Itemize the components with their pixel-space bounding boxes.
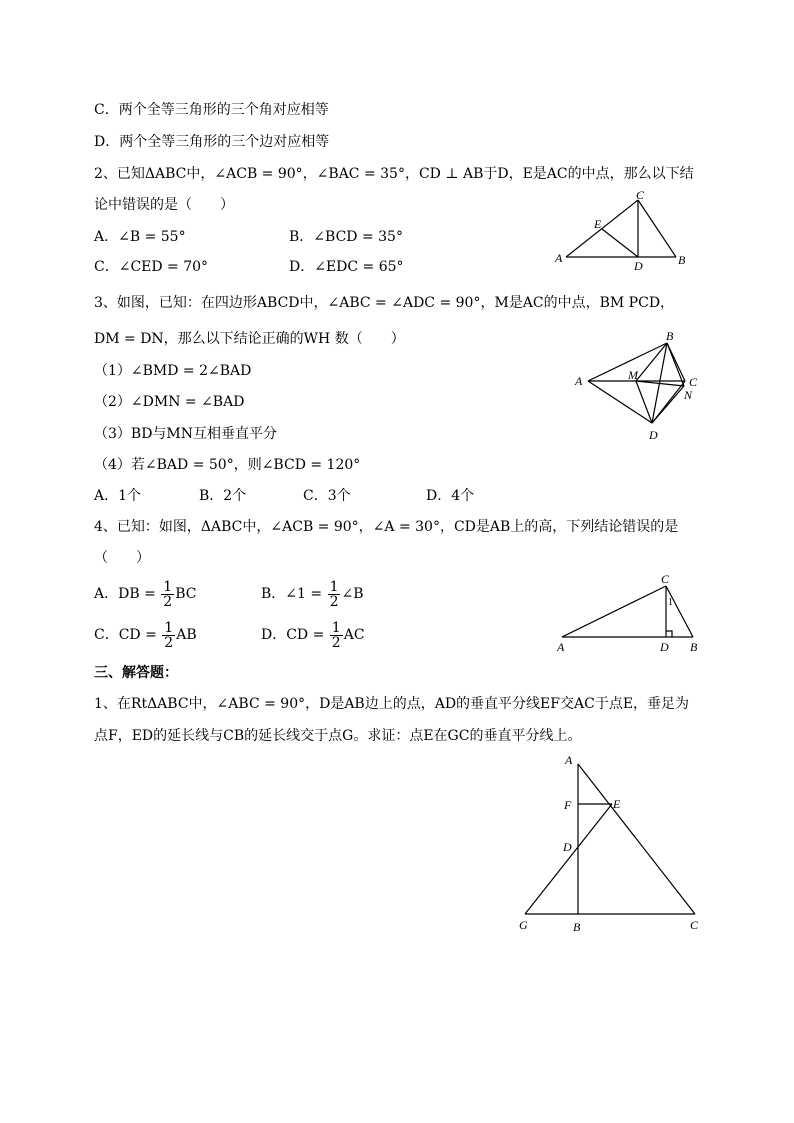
q2-option-c: C．∠CED = 70° (94, 259, 209, 275)
q4-option-c-fraction (162, 621, 175, 650)
q4-option-c (94, 620, 197, 650)
fraction-numerator: 1 (329, 578, 339, 595)
q2-option-b: B．∠BCD = 35° (289, 229, 403, 245)
fraction-numerator: 1 (164, 619, 174, 636)
q4-option-d-fraction (330, 621, 343, 650)
q2-label-d: D (634, 259, 643, 273)
fraction-denominator: 2 (329, 593, 339, 610)
q3-label-c: C (689, 375, 698, 389)
q3-statement-1: （1）∠BMD = 2∠BAD (94, 363, 252, 379)
q3-statement-4: （4）若∠BAD = 50°，则∠BCD = 120° (94, 457, 361, 473)
q4-label-angle-1: 1 (668, 597, 673, 608)
p1-label-e: E (613, 797, 621, 811)
q4-option-b-prefix: B．∠1 = (261, 586, 323, 602)
section-heading: 三、解答题： (94, 665, 178, 681)
q3-option-c: C．3个 (303, 488, 351, 504)
q3-label-n: N (684, 388, 693, 402)
q4-label-b: B (690, 640, 698, 654)
fraction-numerator: 1 (331, 619, 341, 636)
q3-stem-line1: 3、如图，已知：在四边形ABCD中，∠ABC = ∠ADC = 90°，M是AC的中点，BM PCD， (94, 295, 675, 311)
q2-option-a: A．∠B = 55° (94, 229, 186, 245)
q2-stem-line2: 论中错误的是（ ） (94, 197, 234, 213)
q4-option-a-fraction (161, 580, 174, 609)
q1-option-d: D．两个全等三角形的三个边对应相等 (94, 134, 330, 150)
q4-option-c-prefix: C．CD = (94, 627, 157, 643)
fraction-denominator: 2 (331, 634, 341, 651)
q3-label-m: M (628, 368, 638, 382)
p1-label-b: B (573, 920, 581, 934)
p1-label-a: A (565, 753, 573, 767)
problem1-line2: 点F，ED的延长线与CB的延长线交于点G。求证：点E在GC的垂直平分线上。 (94, 728, 582, 744)
q3-label-d: D (649, 428, 658, 442)
p1-label-f: F (564, 798, 572, 812)
p1-label-d: D (563, 840, 572, 854)
q4-right-triangle-figure (552, 572, 707, 656)
q3-option-b: B．2个 (199, 488, 247, 504)
q4-label-a: A (557, 640, 565, 654)
q3-option-d: D．4个 (426, 488, 475, 504)
q4-option-b-suffix: ∠B (341, 586, 364, 602)
problem1-triangle-figure (510, 752, 710, 937)
p1-label-c: C (690, 918, 699, 932)
q3-quadrilateral-figure (572, 328, 707, 446)
q2-option-d: D．∠EDC = 65° (289, 259, 404, 275)
q2-label-c: C (636, 188, 645, 202)
p1-label-g: G (519, 918, 528, 932)
q2-label-b: B (678, 253, 686, 267)
q2-label-e: E (594, 217, 602, 231)
q3-option-a: A．1个 (94, 488, 142, 504)
q4-label-d: D (660, 640, 669, 654)
q4-option-d (261, 620, 365, 650)
fraction-denominator: 2 (163, 593, 173, 610)
q3-statement-2: （2）∠DMN = ∠BAD (94, 394, 245, 410)
q3-stem-line2: DM = DN，那么以下结论正确的WH 数（ ） (94, 331, 405, 347)
q4-option-a-suffix: BC (175, 586, 197, 602)
q4-stem-line2: （ ） (94, 550, 150, 566)
problem1-line1: 1、在RtΔABC中，∠ABC = 90°，D是AB边上的点，AD的垂直平分线EF交AC于点E，垂足为 (94, 696, 690, 712)
q4-label-c: C (661, 572, 670, 586)
fraction-numerator: 1 (163, 578, 173, 595)
q2-label-a: A (555, 251, 563, 265)
q4-option-d-suffix: AC (343, 627, 365, 643)
q4-option-b-fraction (328, 580, 341, 609)
q4-option-b (261, 579, 364, 609)
q3-label-a: A (575, 374, 583, 388)
q4-option-a-prefix: A．DB = (94, 586, 156, 602)
q1-option-c: C．两个全等三角形的三个角对应相等 (94, 102, 329, 118)
q3-statement-3: （3）BD与MN互相垂直平分 (94, 426, 278, 442)
q4-option-c-suffix: AB (176, 627, 197, 643)
q2-triangle-figure (552, 188, 702, 273)
q4-option-d-prefix: D．CD = (261, 627, 325, 643)
fraction-denominator: 2 (164, 634, 174, 651)
q3-label-b: B (666, 329, 674, 343)
q2-stem-line1: 2、已知ΔABC中，∠ACB = 90°，∠BAC = 35°，CD ⊥ AB于D，E是AC的中点，那么以下结 (94, 166, 694, 182)
q4-stem-line1: 4、已知：如图，ΔABC中，∠ACB = 90°，∠A = 30°，CD是AB上的高，下列结论错误的是 (94, 519, 679, 535)
q4-option-a (94, 579, 196, 609)
